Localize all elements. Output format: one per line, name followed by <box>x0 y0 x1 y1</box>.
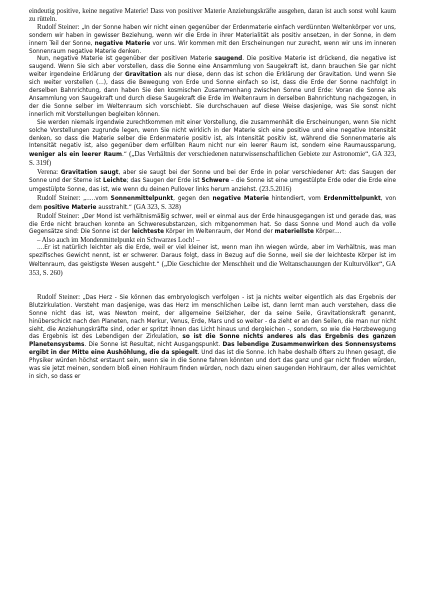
emphasis-text: Erdenmittelpunkt <box>323 195 381 202</box>
emphasis-text: Gravitation saugt <box>60 170 119 177</box>
paragraph-p8 <box>29 237 396 245</box>
emphasis-text: Sonnenmittelpunkt <box>110 195 174 202</box>
text-run: vor uns. Wir kommen mit den Erscheinungen nur zurecht, wenn wir uns im inneren Sonnenraum negative Materie denken. <box>29 40 396 55</box>
text-run: als nur diese, denn das ist schon die Erklärung der Gravitation. Und wenn Sie sich weiter vorstellen (...), dass die Bewegung von Erde und Sonne einfach so ist, dass die Erde der Sonne nachfolgt in derselben Bahnrichtung, dann haben Sie den kosmischen Zusammenhang zwischen Sonne und Erde: Voran die Sonne als Ansammlung von Saugekraft und durch diese Saugekraft die Erde im Weltenraum in derselben Bahnrichtung nachgezogen, in der die Sonne selber im Weltenraum sich vorschiebt. Sie durchschauen auf diese Weise dasjenige, was Sie sonst nicht innerlich mit Vorstellungen begleiten können. <box>29 72 396 118</box>
emphasis-text: negative Materie <box>94 40 151 47</box>
text-run: Rudolf Steiner: <box>37 293 83 301</box>
text-run: ausstrahlt.“ <box>96 204 134 211</box>
text-run: („Das Verhältnis der verschiedenen naturwissenschaftlichen Gebiete zur Astronomie“, GA 323, S. 319f) <box>29 151 397 168</box>
emphasis-text: so ist die Sonne nichts anderes als das Ergebnis des ganzen Planetensystems <box>29 334 396 349</box>
text-run: „In der Sonne haben wir nicht einen gegenüber der Erdenmaterie einfach verdünnten Weltenkörper vor uns, sondern wir haben in gewisser Beziehung, wenn wir die Erde in ihrer Materialität als positiv ansetzen, in der Sonne, in dem innern Teil der Sonne, <box>29 24 396 47</box>
paragraph-p1 <box>29 8 396 24</box>
emphasis-text: Gravitation <box>125 72 162 79</box>
text-run: – Also auch im Mondenmittelpunkt ein Schwarzes Loch! – <box>37 237 200 245</box>
text-run: („Die Geschichte der Menschheit und die Weltanschauungen der Kulturvölker“, GA 353, S. 260) <box>29 261 396 277</box>
text-run: . Die positive Materie ist drückend, die negative ist saugend. Wenn Sie sich aber vorstellen, dass die Sonne eine Ansammlung von Saugekraft ist, dann brauchen Sie gar nicht weiter irgendeine Erklärung der <box>29 56 396 79</box>
text-run: hintendiert, vom <box>268 195 324 202</box>
paragraph-p6 <box>29 195 396 213</box>
text-run: „.....vom <box>83 195 111 202</box>
text-run: – die Sonne ist eine umgestülpte Erde oder die Erde eine umgestülpte Sonne, das ist, wie wenn du deinen Pullover links herum anziehst. <box>29 178 396 193</box>
text-run: , von dem <box>29 195 396 211</box>
text-run: ; das Saugen der Erde ist <box>126 178 202 185</box>
emphasis-text: Leichte <box>102 178 127 185</box>
text-run: „Das Herz - Sie können das embryologisch verfolgen - ist ja nichts weiter eigentlich als das Ergebnis der Blutzirkulation. Versteht man dasjenige, was das Herz im menschlichen Leibe ist, dann lernt man auch verstehen, dass die Sonne nicht das ist, was Newton meint, der allgemeine Seilzieher, der da seine Seile, Gravitationskraft genannt, hinüberschickt nach den Planeten, nach Merkur, Venus, Erde, Mars und so weiter - da zieht er an den Seilen, die man nur nicht sieht, die Anziehungskräfte sind, oder er spritzt ihnen das Licht hinaus und dergleichen -, sondern, so wie die Herzbewegung das Ergebnis ist des Lebendigen der Zirkulation, <box>29 294 396 341</box>
emphasis-text: leichteste <box>131 229 164 236</box>
text-run: . Die Sonne ist Resultat, nicht Ausgangspunkt. <box>84 342 223 349</box>
text-run: eindeutig positive, keine negative Materie! Dass von positiver Materie Anziehungskräfte ausgehen, daran ist auch sonst wohl kaum zu rütteln. <box>29 8 396 23</box>
text-run: (GA 323, S. 328) <box>133 203 181 211</box>
text-run: Nun, negative Materie ist gegenüber der positiven Materie <box>37 56 215 63</box>
paragraph-p3 <box>29 56 396 119</box>
paragraph-p4 <box>29 120 396 169</box>
emphasis-text: materiellste <box>274 229 314 236</box>
text-run: Sie werden niemals irgendwie zurechtkommen mit einer Vorstellung, die zusammenhält die Erscheinungen, wenn Sie nicht solche Vorstellungen zugrunde legen, wenn Sie nicht wirklich in der Materie sich eine positive und eine negative Intensität denken, so dass die Materie selber die Erdenmaterie positiv ist, als Intensität positiv ist, während die Sonnenmaterie als Intensität negativ ist, also gegenüber dem erfüllten Raum nicht nur ein leerer Raum ist, sondern eine Raumaussparung, <box>29 119 396 150</box>
emphasis-text: saugend <box>214 56 243 63</box>
text-run: (23.5.2016) <box>259 185 292 193</box>
text-run: .“ <box>122 152 130 159</box>
text-run: ....Er ist natürlich leichter als die Erde, weil er viel kleiner ist, wenn man ihn wiegen würde, aber im Verhältnis, was man spezifisches Gewicht nennt, ist er schwerer. Daraus folgt, dass in Bezug auf die Sonne, weil sie der leichteste Körper ist im Weltenraum, das geistigste Wesen ausgeht.“ <box>29 245 396 269</box>
emphasis-text: Schwere <box>201 178 230 185</box>
paragraph-p10 <box>29 294 396 382</box>
text-run: Körper.... <box>313 229 342 236</box>
paragraph-p2 <box>29 24 396 57</box>
emphasis-text: positive Materie <box>43 204 97 211</box>
text-run: , gegen den <box>173 195 213 202</box>
emphasis-text: negative Materie <box>212 195 269 202</box>
text-run: Verena: <box>37 169 61 177</box>
paragraph-p5 <box>29 169 396 195</box>
emphasis-text: Das lebendige Zusammenwirken des Sonnensystems ergibt in der Mitte eine Aushöhlung, die da spiegelt <box>29 342 397 357</box>
paragraph-p7 <box>29 213 396 238</box>
text-run: Rudolf Steiner: <box>37 194 84 202</box>
text-run: Rudolf Steiner: <box>37 23 82 31</box>
text-run: „Der Mond ist verhältnismäßig schwer, weil er einmal aus der Erde hinausgegangen ist und gerade das, was die Erde nicht brauchen konnte an Schweresubstanzen, sich mitgenommen hat. So dass Sonne und Mond auch da volle Gegensätze sind: Die Sonne ist der <box>29 213 396 236</box>
text-run: . Und das ist die Sonne. Ich habe deshalb öfters zu Ihnen gesagt, die Physiker würden höchst erstaunt sein, wenn sie in die Sonne fahren könnten und dort das ganz und gar nicht finden würden, was sie jetzt meinen, sondern bloß einen Hohlraum finden würden, noch dazu einen saugenden Hohlraum, der alles vernichtet in sich, so dass er <box>29 350 396 380</box>
emphasis-text: weniger als ein leerer Raum <box>29 152 123 159</box>
text-run: , aber sie saugt bei der Sonne und bei der Erde in polar verschiedener Art: das Saugen der Sonne und der Sterne ist <box>29 170 396 185</box>
text-run: Rudolf Steiner: <box>37 212 82 220</box>
section-gap <box>29 279 396 294</box>
text-run: Körper im Weltenraum, der Mond der <box>163 229 275 236</box>
paragraph-p9 <box>29 245 396 279</box>
